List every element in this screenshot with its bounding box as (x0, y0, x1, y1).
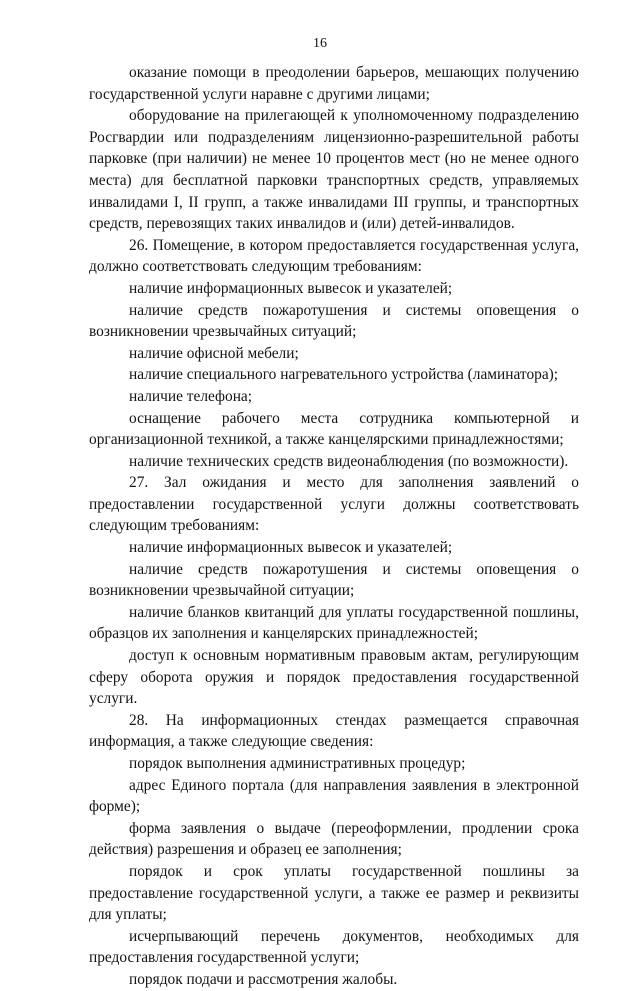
paragraph: наличие телефона; (129, 387, 253, 405)
paragraph: порядок выполнения административных процедур; (129, 755, 466, 772)
paragraph: исчерпывающий перечень документов, необходимых для предоставления государственной услуги; (89, 927, 579, 967)
paragraph: порядок и срок уплаты государственной пошлины за предоставление государственной услуги, а также ее размер и реквизиты для уплаты; (89, 862, 579, 924)
document-body (89, 62, 579, 991)
paragraph: 27. Зал ожидания и место для заполнения заявлений о предоставлении государственной услуги должны соответствовать следующим требованиям: (89, 474, 579, 535)
paragraph: оказание помощи в преодолении барьеров, мешающих получению государственной услуги наравне с другими лицами; (89, 64, 579, 103)
paragraph: оснащение рабочего места сотрудника компьютерной и организационной техникой, а также канцелярскими принадлежностями; (89, 409, 579, 449)
paragraph: наличие информационных вывесок и указателей; (129, 279, 453, 297)
paragraph: форма заявления о выдаче (переоформлении, продлении срока действия) разрешения и образец ее заполнения; (89, 819, 579, 859)
page-number: 16 (313, 36, 327, 51)
paragraph: наличие офисной мебели; (129, 344, 299, 362)
paragraph: 28. На информационных стендах размещается справочная информация, а также следующие сведения: (89, 711, 579, 751)
paragraph: наличие технических средств видеонаблюдения (по возможности). (129, 452, 569, 470)
paragraph: 26. Помещение, в котором предоставляется государственная услуга, должно соответствовать следующим требованиям: (89, 236, 579, 276)
paragraph: наличие средств пожаротушения и системы оповещения о возникновении чрезвычайных ситуаций; (89, 301, 579, 341)
paragraph: наличие специального нагревательного устройства (ламинатора); (129, 366, 559, 384)
paragraph: доступ к основным нормативным правовым актам, регулирующим сферу оборота оружия и порядок предоставления государственной услуги. (89, 647, 579, 708)
paragraph: порядок подачи и рассмотрения жалобы. (129, 970, 398, 988)
paragraph: наличие информационных вывесок и указателей; (129, 539, 453, 557)
paragraph: оборудование на прилегающей к уполномоченному подразделению Росгвардии или подразделениям лицензионно-разрешительной работы парковке (при наличии) не менее 10 процентов мест (но не менее одного места) для бесплатной парковки транспортных средств, управляемых инвалидами I, II групп, а также инвалидами III группы, и транспортных средств, перевозящих таких инвалидов и (или) детей-инвалидов. (89, 107, 579, 233)
paragraph: адрес Единого портала (для направления заявления в электронной форме); (89, 776, 579, 816)
paragraph: наличие средств пожаротушения и системы оповещения о возникновении чрезвычайной ситуации; (89, 560, 579, 600)
paragraph: наличие бланков квитанций для уплаты государственной пошлины, образцов их заполнения и канцелярских принадлежностей; (89, 603, 579, 643)
